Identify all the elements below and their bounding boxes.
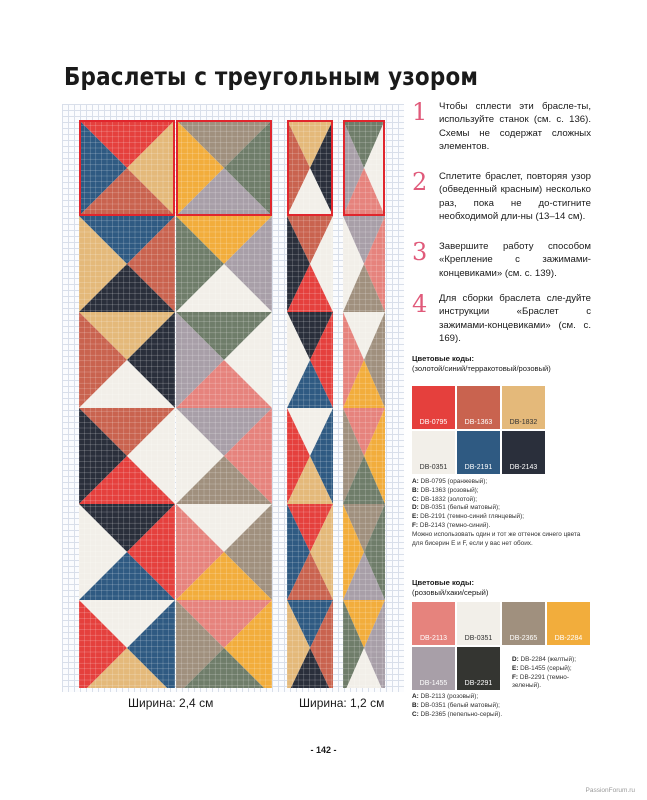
step-text: Чтобы сплести эти брасле-ты, используйте станок (см. с. 136). Схемы не содержат сложных элементов.	[439, 101, 591, 152]
legend-row: A: DB-0795 (оранжевый);	[412, 478, 488, 485]
legend-row: B: DB-0351 (белый матовый);	[412, 701, 500, 709]
swatch-db2291: DB-2291	[457, 647, 500, 690]
swatch-db2365: DB-2365	[502, 602, 545, 645]
strip3-svg	[287, 120, 333, 688]
palette1-subtitle: (золотой/синий/терракотовый/розовый)	[412, 364, 551, 373]
width-label-wide: Ширина: 2,4 см	[128, 696, 214, 710]
legend-row: C: DB-1832 (золотой);	[412, 495, 478, 503]
palette1-note: Можно использовать один и тот же оттенок синего цвета для бисерин E и F, если у вас нет обоих.	[412, 530, 581, 547]
palette1-title: Цветовые коды:	[412, 354, 475, 363]
pattern-strip-wide-3	[287, 120, 333, 688]
swatch-db1363: DB-1363	[457, 386, 500, 429]
page-number: - 142 -	[310, 745, 337, 755]
swatch-db2113: DB-2113	[412, 602, 455, 645]
page-title: Браслеты с треугольным узором	[64, 62, 479, 91]
palette2-legend-right	[512, 656, 592, 691]
pattern-strip-wide-2	[176, 120, 272, 688]
swatch-db2191: DB-2191	[457, 431, 500, 474]
palette1-heading	[412, 354, 592, 374]
step-number: 2	[412, 168, 428, 196]
strip1-svg	[79, 120, 175, 688]
step-text: Завершите работу способом «Крепление с зажимами-концевиками» (см. с. 139).	[439, 241, 591, 279]
swatch-db2284: DB-2284	[547, 602, 590, 645]
swatch-db2143: DB-2143	[502, 431, 545, 474]
step-number: 3	[412, 238, 428, 266]
legend-row: D: DB-0351 (белый матовый);	[412, 504, 500, 512]
legend-row: C: DB-2365 (пепельно-серый).	[412, 710, 503, 718]
palette2-title: Цветовые коды:	[412, 578, 475, 587]
swatch-db0351-2: DB-0351	[457, 602, 500, 645]
watermark: PassionForum.ru	[585, 787, 635, 794]
pattern-strip-wide-1	[79, 120, 175, 688]
legend-row: F: DB-2291 (темно-зеленый).	[512, 673, 569, 690]
pattern-strip-narrow	[343, 120, 385, 688]
step-text: Сплетите браслет, повторяя узор (обведенный красным) несколько раз, пока не до-стигните необходимой дли-ны (13–14 см).	[439, 171, 591, 222]
swatch-db1455: DB-1455	[412, 647, 455, 690]
palette1-legend	[412, 478, 592, 548]
strip2-svg	[176, 120, 272, 688]
step-number: 1	[412, 98, 428, 126]
palette2-subtitle: (розовый/хаки/серый)	[412, 588, 489, 597]
legend-row: F: DB-2143 (темно-синий).	[412, 521, 491, 529]
palette2-heading	[412, 578, 592, 598]
step-number: 4	[412, 290, 428, 318]
width-label-narrow: Ширина: 1,2 см	[299, 696, 385, 710]
swatch-db0351: DB-0351	[412, 431, 455, 474]
strip4-svg	[343, 120, 385, 688]
legend-row: A: DB-2113 (розовый);	[412, 693, 479, 700]
step-text: Для сборки браслета сле-дуйте инструкции «Браслет с зажимами-концевиками» (см. с. 169).	[439, 293, 591, 344]
palette2-legend-left	[412, 693, 522, 719]
legend-row: E: DB-2191 (темно-синий глянцевый);	[412, 513, 525, 521]
swatch-db1832: DB-1832	[502, 386, 545, 429]
legend-row: B: DB-1363 (розовый);	[412, 486, 479, 494]
legend-row: D: DB-2284 (желтый);	[512, 656, 576, 663]
legend-row: E: DB-1455 (серый);	[512, 664, 572, 672]
swatch-db0795: DB-0795	[412, 386, 455, 429]
